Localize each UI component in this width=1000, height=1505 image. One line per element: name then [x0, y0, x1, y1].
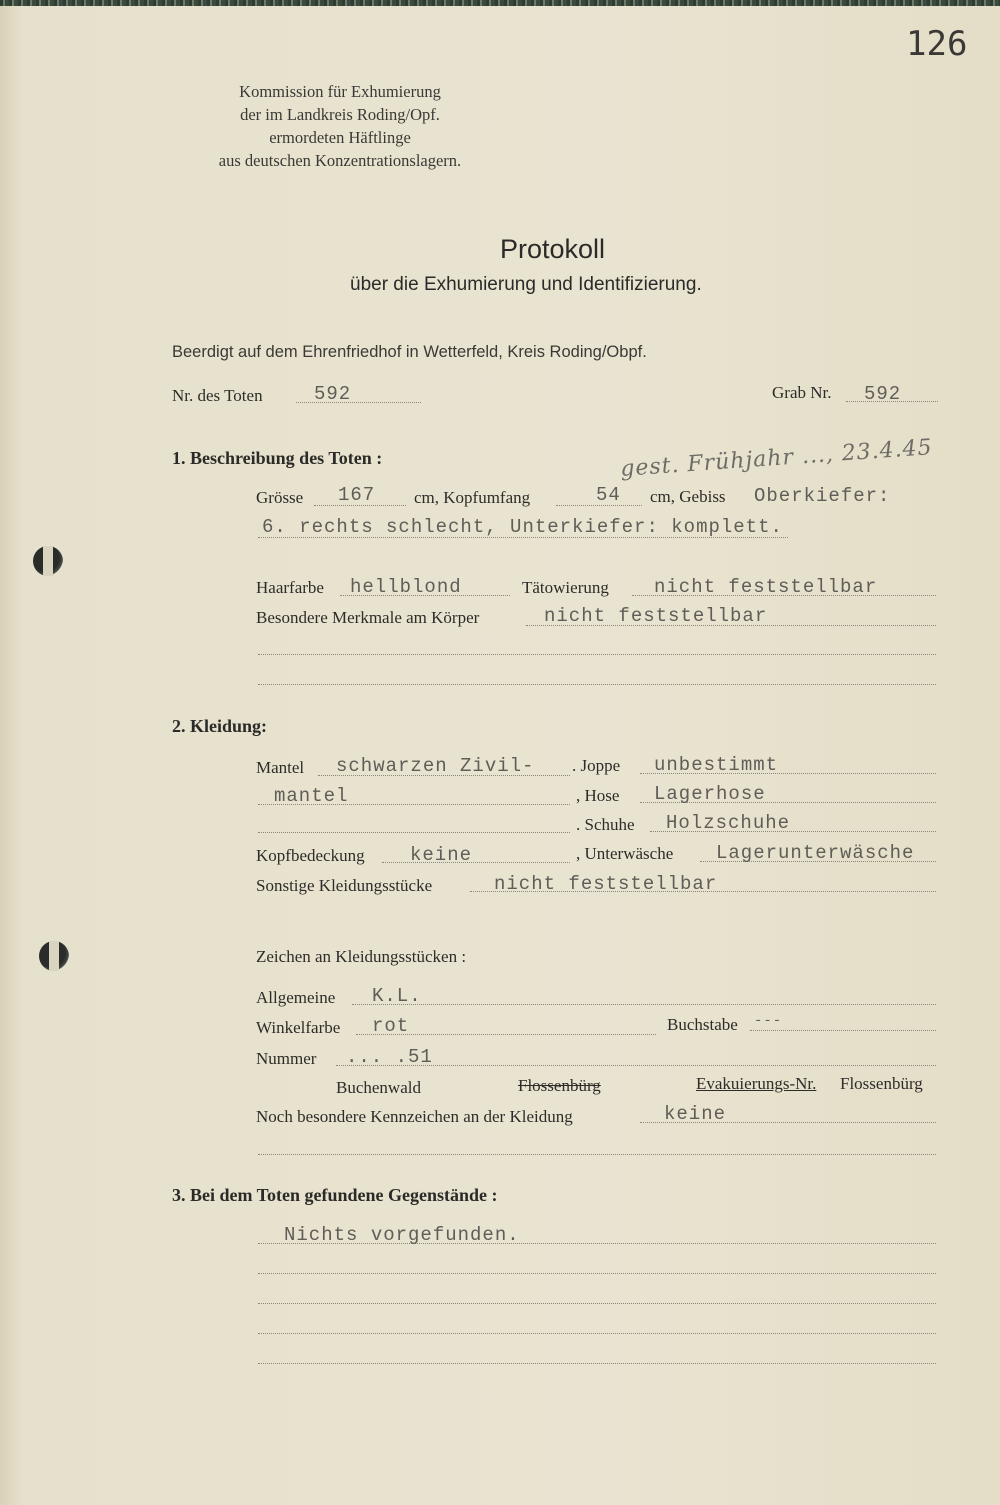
mantel-value-1: schwarzen Zivil-	[336, 755, 535, 777]
kennzeichen-value: keine	[664, 1103, 727, 1125]
hose-value: Lagerhose	[654, 783, 766, 805]
letterhead-line: aus deutschen Konzentrationslagern.	[218, 151, 462, 170]
page-number: 126	[906, 24, 968, 64]
allgemeine-value: K.L.	[372, 985, 422, 1007]
kennzeichen-extra-line	[258, 1154, 936, 1155]
joppe-value: unbestimmt	[654, 754, 779, 776]
sonstige-label: Sonstige Kleidungsstücke	[256, 876, 433, 895]
gegenstaende-value: Nichts vorgefunden.	[284, 1224, 520, 1246]
gegenstaende-extra-line	[258, 1363, 936, 1364]
joppe-label: . Joppe	[572, 756, 621, 775]
allgemeine-line	[352, 1004, 936, 1005]
winkelfarbe-value: rot	[372, 1015, 410, 1037]
letterhead-line: ermordeten Häftlinge	[269, 128, 411, 147]
page-title: Protokoll	[500, 234, 606, 264]
flossenburg-struck-label: Flossenbürg	[518, 1076, 601, 1095]
letterhead-line: Kommission für Exhumierung	[239, 82, 441, 101]
nr-toten-value: 592	[314, 383, 352, 405]
section2-heading: 2. Kleidung:	[172, 716, 268, 736]
flossenburg-label: Flossenbürg	[840, 1074, 923, 1093]
punch-hole-mark	[49, 941, 59, 971]
kopfumfang-value: 54	[596, 484, 621, 506]
sonstige-value: nicht feststellbar	[494, 873, 718, 895]
schuhe-value: Holzschuhe	[666, 812, 791, 834]
merkmale-label: Besondere Merkmale am Körper	[256, 608, 480, 627]
gebiss-value-2: 6. rechts schlecht, Unterkiefer: komplett.	[262, 516, 783, 538]
letterhead	[180, 80, 500, 172]
cm-gebiss-label: cm, Gebiss	[650, 487, 726, 506]
kennzeichen-label: Noch besondere Kennzeichen an der Kleidung	[256, 1107, 573, 1126]
taetowierung-value: nicht feststellbar	[654, 576, 878, 598]
gegenstaende-extra-line	[258, 1273, 936, 1274]
letterhead-line: der im Landkreis Roding/Opf.	[240, 105, 440, 124]
mantel-value-2: mantel	[274, 785, 349, 807]
section3-heading: 3. Bei dem Toten gefundene Gegenstände :	[172, 1185, 498, 1205]
unterwaesche-value: Lagerunterwäsche	[716, 842, 915, 864]
haarfarbe-value: hellblond	[350, 576, 462, 598]
top-edge-strip	[0, 0, 1000, 6]
kopfbedeckung-value: keine	[410, 844, 473, 866]
buchstabe-value: ---	[754, 1013, 783, 1029]
merkmale-extra-line	[258, 654, 936, 655]
mantel-label: Mantel	[256, 758, 305, 777]
nr-toten-label: Nr. des Toten	[172, 386, 263, 405]
section1-heading: 1. Beschreibung des Toten :	[172, 448, 383, 468]
merkmale-value: nicht feststellbar	[544, 605, 768, 627]
zeichen-label: Zeichen an Kleidungsstücken :	[256, 947, 467, 966]
gebiss-value-1: Oberkiefer:	[754, 485, 891, 507]
nummer-label: Nummer	[256, 1049, 317, 1068]
merkmale-extra-line	[258, 684, 936, 685]
buchstabe-label: Buchstabe	[667, 1015, 738, 1034]
burial-place: Beerdigt auf dem Ehrenfriedhof in Wetterfeld, Kreis Roding/Obpf.	[172, 343, 647, 361]
evakuierungs-label: Evakuierungs-Nr.	[696, 1074, 817, 1093]
taetowierung-label: Tätowierung	[522, 578, 609, 597]
groesse-value: 167	[338, 484, 376, 506]
winkelfarbe-label: Winkelfarbe	[256, 1018, 341, 1037]
buchstabe-line	[750, 1030, 936, 1031]
punch-hole-mark	[43, 546, 53, 576]
handwritten-note: gest. Frühjahr ..., 23.4.45	[619, 435, 934, 482]
mantel-line-3	[258, 832, 570, 833]
haarfarbe-label: Haarfarbe	[256, 578, 324, 597]
unterwaesche-label: , Unterwäsche	[576, 844, 674, 863]
page-subtitle: über die Exhumierung und Identifizierung.	[350, 274, 702, 295]
cm-kopfumfang-label: cm, Kopfumfang	[414, 488, 531, 507]
groesse-label: Grösse	[256, 488, 304, 507]
grab-nr-label: Grab Nr.	[772, 383, 832, 402]
schuhe-label: . Schuhe	[576, 815, 635, 834]
allgemeine-label: Allgemeine	[256, 988, 336, 1007]
buchenwald-label: Buchenwald	[336, 1078, 421, 1097]
kopfbedeckung-label: Kopfbedeckung	[256, 846, 365, 865]
hose-label: , Hose	[576, 786, 620, 805]
gegenstaende-extra-line	[258, 1333, 936, 1334]
gegenstaende-extra-line	[258, 1303, 936, 1304]
nummer-value: ... .51	[346, 1046, 433, 1068]
grab-nr-value: 592	[864, 383, 902, 405]
